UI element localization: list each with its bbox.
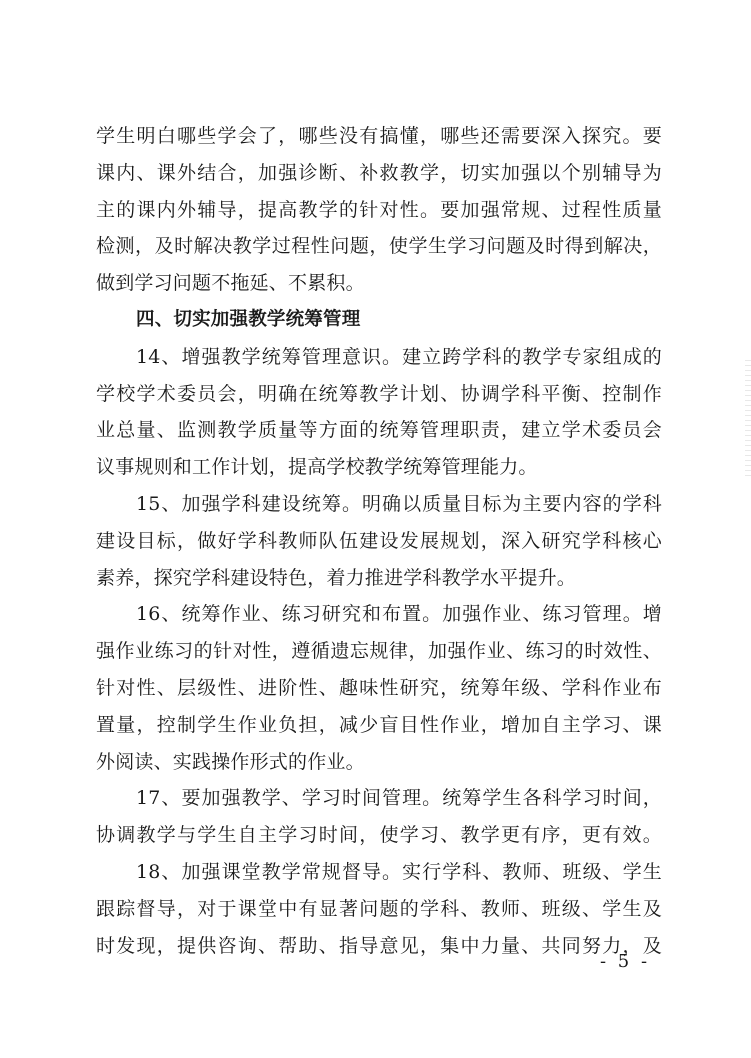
text-line: 检测，及时解决教学过程性问题，使学生学习问题及时得到解决，	[96, 235, 662, 258]
text-line: 业总量、监测教学质量等方面的统筹管理职责，建立学术委员会	[96, 419, 662, 442]
section-heading: 四、切实加强教学统筹管理	[136, 308, 361, 330]
text-line: 建设目标，做好学科教师队伍建设发展规划，深入研究学科核心	[96, 529, 662, 552]
text-line: 学校学术委员会，明确在统筹教学计划、协调学科平衡、控制作	[96, 382, 662, 405]
text-line: 16、统筹作业、练习研究和布置。加强作业、练习管理。增	[136, 603, 662, 626]
text-line: 时发现，提供咨询、帮助、指导意见，集中力量、共同努力，及	[96, 934, 662, 957]
text-line: 外阅读、实践操作形式的作业。	[96, 750, 365, 773]
text-line: 议事规则和工作计划，提高学校教学统筹管理能力。	[96, 456, 538, 479]
text-line: 跟踪督导，对于课堂中有显著问题的学科、教师、班级、学生及	[96, 897, 662, 920]
text-line: 协调教学与学生自主学习时间，使学习、教学更有序，更有效。	[96, 824, 662, 847]
body-text	[96, 118, 662, 964]
scan-artifact	[745, 360, 751, 480]
text-line: 做到学习问题不拖延、不累积。	[96, 272, 365, 295]
text-line: 主的课内外辅导，提高教学的针对性。要加强常规、过程性质量	[96, 198, 662, 221]
page-number: - 5 -	[600, 951, 651, 972]
text-line: 针对性、层级性、进阶性、趣味性研究，统筹年级、学科作业布	[96, 676, 662, 699]
text-line: 强作业练习的针对性，遵循遗忘规律，加强作业、练习的时效性、	[96, 640, 662, 663]
text-line: 置量，控制学生作业负担，减少盲目性作业，增加自主学习、课	[96, 713, 662, 736]
text-line: 18、加强课堂教学常规督导。实行学科、教师、班级、学生	[136, 860, 662, 883]
text-line: 学生明白哪些学会了，哪些没有搞懂，哪些还需要深入探究。要	[96, 125, 662, 147]
text-line: 14、增强教学统筹管理意识。建立跨学科的教学专家组成的	[136, 345, 662, 368]
text-line: 课内、课外结合，加强诊断、补救教学，切实加强以个别辅导为	[96, 161, 662, 184]
text-line: 素养，探究学科建设特色，着力推进学科教学水平提升。	[96, 566, 577, 589]
text-line: 15、加强学科建设统筹。明确以质量目标为主要内容的学科	[136, 492, 662, 515]
text-line: 17、要加强教学、学习时间管理。统筹学生各科学习时间，	[136, 787, 662, 810]
